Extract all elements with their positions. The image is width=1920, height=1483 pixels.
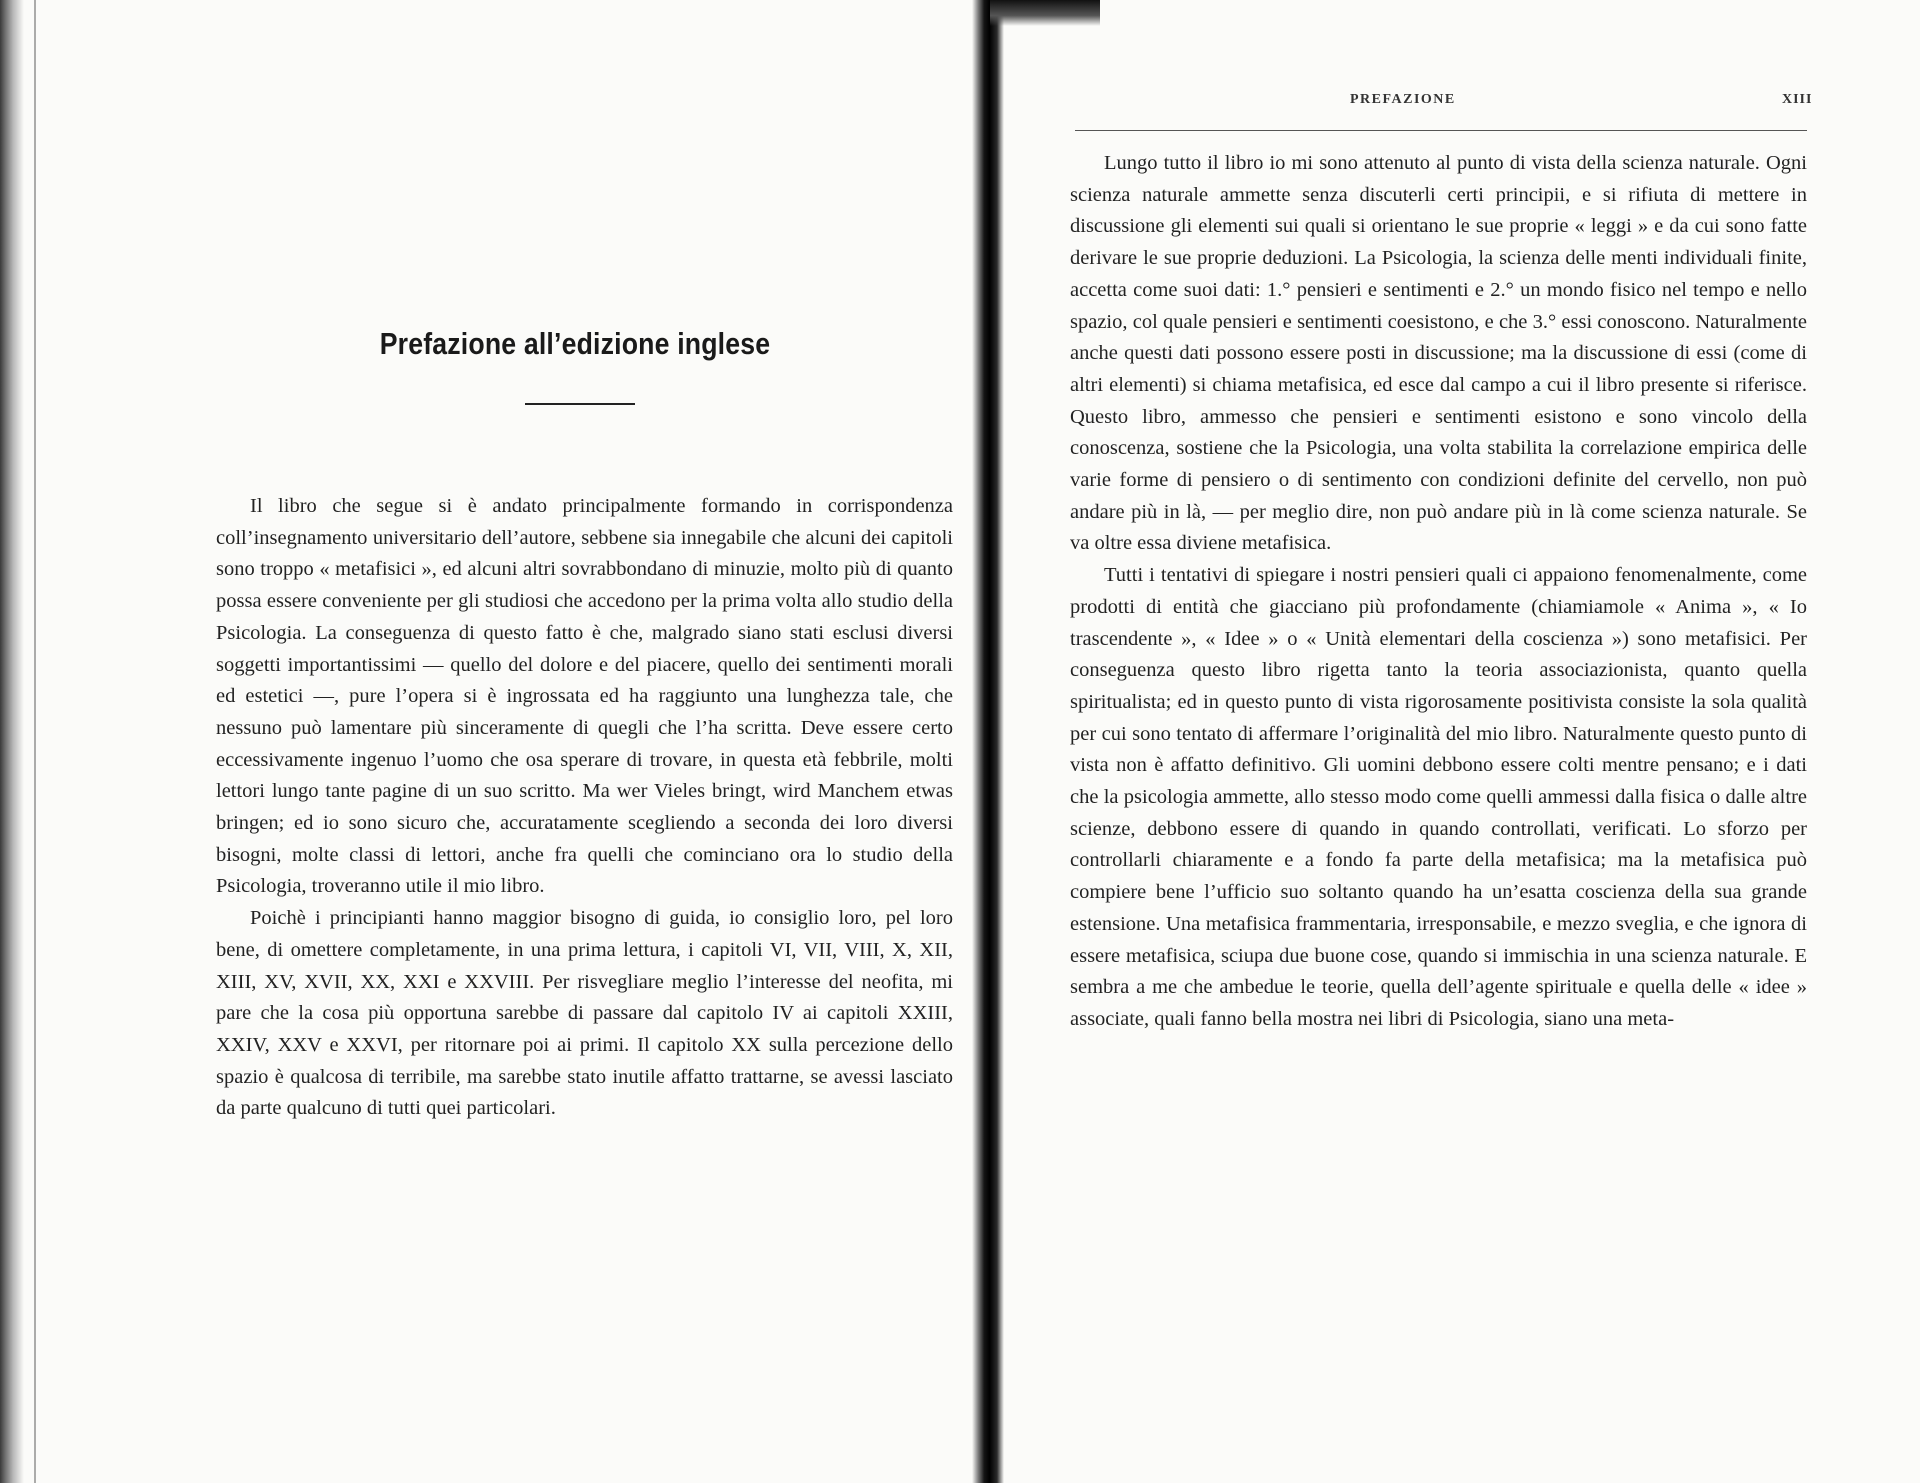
left-page-body bbox=[216, 491, 953, 1125]
book-spine-gutter bbox=[972, 0, 1004, 1483]
page-number: XIII bbox=[1782, 92, 1813, 107]
spine-top-shadow bbox=[990, 0, 1100, 26]
right-paragraph-1: Lungo tutto il libro io mi sono attenuto al punto di vista della scienza naturale. Ogni scienza naturale ammette senza discuterli certi principii, e si rifiuta di mettere in discussione gli elementi sui quali si orientano le sue proprie « leggi » e da cui sono fatte derivare le sue proprie deduzioni. La Psicologia, la scienza delle menti individuali finite, accetta come suoi dati: 1.° pensieri e sentimenti e 2.° un mondo fisico nel tempo e nello spazio, col quale pensieri e sentimenti coesistono, e che 3.° essi conoscono. Naturalmente anche questi dati possono essere posti in discussione; ma la discussione di essi (come di altri elementi) si chiama metafisica, ed esce dal campo a cui il libro presente si riferisce. Questo libro, ammesso che pensieri e sentimenti esistono e sono vincolo della conoscenza, sostiene che la Psicologia, una volta stabilita la correlazione empirica delle varie forme di pensiero o di sentimento con condizioni definite del cervello, non può andare più in là, — per meglio dire, non può andare più in là come scienza naturale. Se va oltre essa diviene metafisica. bbox=[1070, 152, 1807, 555]
left-page-edge-shadow bbox=[0, 0, 24, 1483]
left-paragraph-1: Il libro che segue si è andato principalmente formando in corrispondenza coll’insegnamento universitario dell’autore, sebbene sia innegabile che alcuni dei capitoli sono troppo « metafisici », ed alcuni altri sovrabbondano di minuzie, molto più di quanto possa essere conveniente per gli studiosi che accedono per la prima volta allo studio della Psicologia. La conseguenza di questo fatto è che, malgrado siano stati esclusi diversi soggetti importantissimi — quello del dolore e del piacere, quello dei sentimenti morali ed estetici —, pure l’opera si è ingrossata ed ha raggiunto una lunghezza tale, che nessuno può lamentare più sinceramente di quegli che l’ha scritta. Deve essere certo eccessivamente ingenuo l’uomo che osa sperare di trovare, in questa età febbrile, molti lettori lungo tante pagine di un suo scritto. Ma wer Vieles bringt, wird Manchem etwas bringen; ed io sono sicuro che, accuratamente scegliendo a seconda dei loro diversi bisogni, molte classi di lettori, anche fra quelli che cominciano ora lo studio della Psicologia, troveranno utile il mio libro. bbox=[216, 495, 953, 898]
left-page-edge-line bbox=[34, 0, 36, 1483]
chapter-title: Prefazione all’edizione inglese bbox=[379, 326, 771, 361]
running-head: PREFAZIONE bbox=[1350, 92, 1456, 107]
header-rule bbox=[1075, 130, 1807, 131]
title-rule bbox=[525, 403, 635, 405]
right-paragraph-2: Tutti i tentativi di spiegare i nostri pensieri quali ci appaiono fenomenalmente, come prodotti di entità che giacciano più profondamente (chiamiamole « Anima », « Io trascendente », « Idee » o « Unità elementari della coscienza ») sono metafisici. Per conseguenza questo libro rigetta tanto la teoria associazionista, quanto quella spiritualista; ed in questo punto di vista rigorosamente positivista consiste la sola qualità per cui sono tentato di affermare l’originalità del mio libro. Naturalmente questo punto di vista non è affatto definitivo. Gli uomini debbono essere colti mentre pensano; e i dati che la psicologia ammette, allo stesso modo come quelli ammessi dalla fisica o dalle altre scienze, debbono essere di quando in quando controllati, verificati. Lo sforzo per controllarli chiaramente e a fondo fa parte della metafisica; ma la metafisica può compiere bene l’ufficio suo soltanto quando ha un’esatta coscienza della sua grande estensione. Una metafisica frammentaria, irresponsabile, e mezzo sveglia, e che ignora di essere metafisica, sciupa due buone cose, quando si immischia in una scienza naturale. E sembra a me che ambedue le teorie, quella dell’agente spirituale e quella delle « idee » associate, quali fanno bella mostra nei libri di Psicologia, siano una meta- bbox=[1070, 564, 1807, 1030]
left-paragraph-2: Poichè i principianti hanno maggior bisogno di guida, io consiglio loro, pel loro bene, di omettere completamente, in una prima lettura, i capitoli VI, VII, VIII, X, XII, XIII, XV, XVII, XX, XXI e XXVIII. Per risvegliare meglio l’interesse del neofita, mi pare che la cosa più opportuna sarebbe di passare dal capitolo IV ai capitoli XXIII, XXIV, XXV e XXVI, per ritornare poi ai primi. Il capitolo XX sulla percezione dello spazio è qualcosa di terribile, ma sarebbe stato inutile affatto trattarne, se avessi lasciato da parte qualcuno di tutti quei particolari. bbox=[216, 907, 953, 1120]
right-page-body bbox=[1070, 148, 1807, 1036]
